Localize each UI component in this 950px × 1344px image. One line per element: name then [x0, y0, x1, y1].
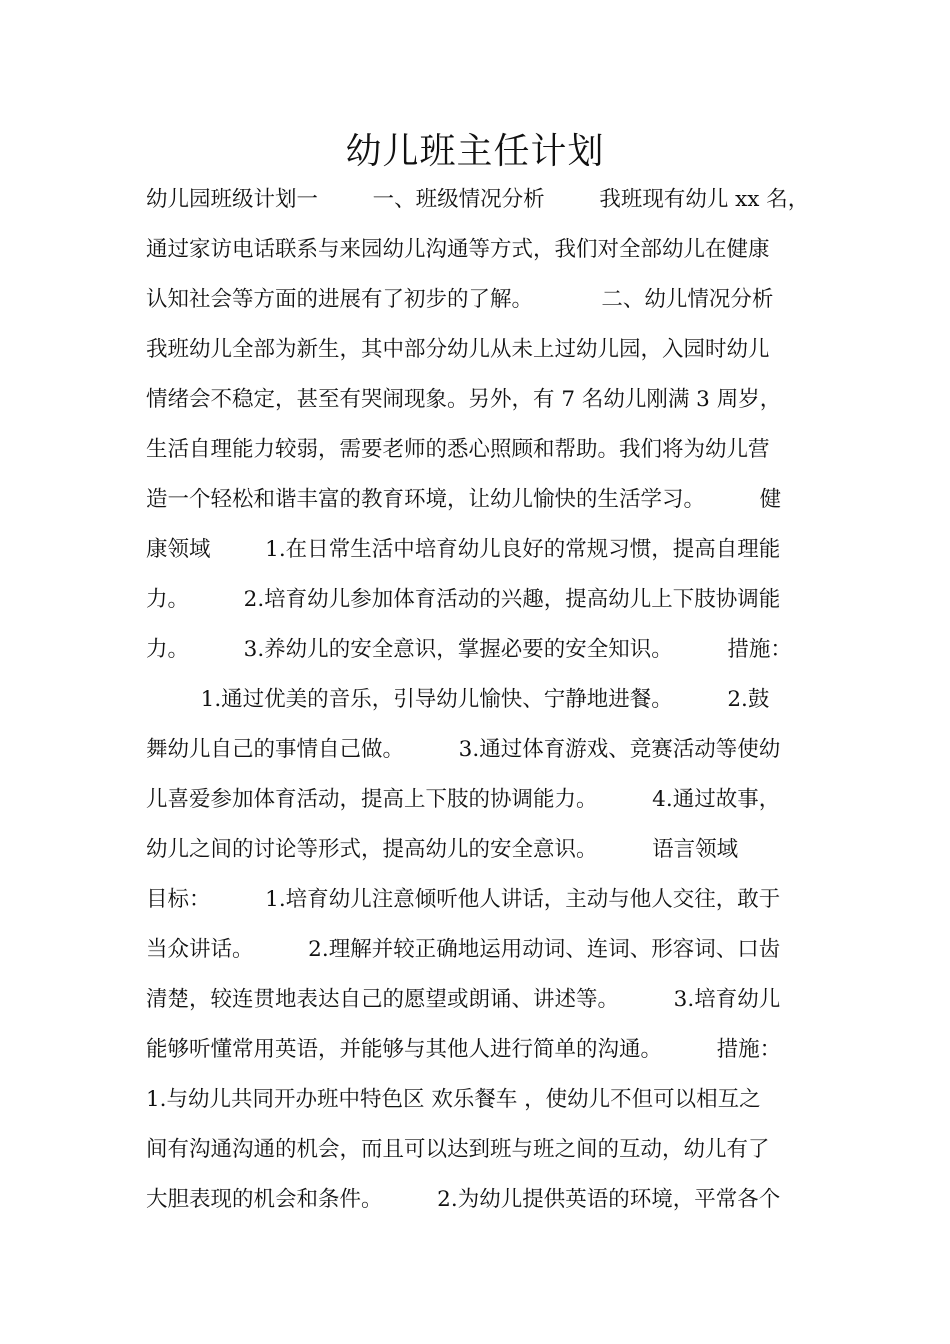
body-line: 间有沟通沟通的机会，而且可以达到班与班之间的互动，幼儿有了: [146, 1137, 770, 1162]
body-line: 认知社会等方面的进展有了初步的了解。 二、幼儿情况分析: [146, 287, 774, 312]
body-line: 康领域 1.在日常生活中培育幼儿良好的常规习惯，提高自理能: [146, 537, 781, 562]
body-line: 目标： 1.培育幼儿注意倾听他人讲话，主动与他人交往，敢于: [146, 887, 781, 912]
body-line: 生活自理能力较弱，需要老师的悉心照顾和帮助。我们将为幼儿营: [146, 437, 770, 462]
body-line: 通过家访电话联系与来园幼儿沟通等方式，我们对全部幼儿在健康: [146, 237, 770, 262]
body-line: 幼儿园班级计划一 一、班级情况分析 我班现有幼儿 xx 名，: [146, 187, 810, 212]
body-line: 能够听懂常用英语，并能够与其他人进行简单的沟通。 措施：: [146, 1037, 782, 1062]
body-line: 1.与幼儿共同开办班中特色区 欢乐餐车 ，使幼儿不但可以相互之: [146, 1087, 761, 1112]
document-body: [146, 182, 816, 1232]
body-line: 儿喜爱参加体育活动，提高上下肢的协调能力。 4.通过故事，: [146, 787, 781, 812]
body-line: 大胆表现的机会和条件。 2.为幼儿提供英语的环境，平常各个: [146, 1187, 781, 1212]
body-line: 1.通过优美的音乐，引导幼儿愉快、宁静地进餐。 2.鼓: [146, 687, 770, 712]
body-line: 情绪会不稳定，甚至有哭闹现象。另外，有 7 名幼儿刚满 3 周岁，: [146, 387, 782, 412]
body-line: 力。 3.养幼儿的安全意识，掌握必要的安全知识。 措施：: [146, 637, 792, 662]
body-line: 造一个轻松和谐丰富的教育环境，让幼儿愉快的生活学习。 健: [146, 487, 782, 512]
document-title: 幼儿班主任计划: [345, 131, 605, 172]
body-line: 我班幼儿全部为新生，其中部分幼儿从未上过幼儿园，入园时幼儿: [146, 337, 770, 362]
body-line: 力。 2.培育幼儿参加体育活动的兴趣，提高幼儿上下肢协调能: [146, 587, 781, 612]
body-line: 舞幼儿自己的事情自己做。 3.通过体育游戏、竞赛活动等使幼: [146, 737, 781, 762]
body-line: 幼儿之间的讨论等形式，提高幼儿的安全意识。 语言领域: [146, 837, 739, 862]
body-line: 清楚，较连贯地表达自己的愿望或朗诵、讲述等。 3.培育幼儿: [146, 987, 781, 1012]
body-line: 当众讲话。 2.理解并较正确地运用动词、连词、形容词、口齿: [146, 937, 781, 962]
